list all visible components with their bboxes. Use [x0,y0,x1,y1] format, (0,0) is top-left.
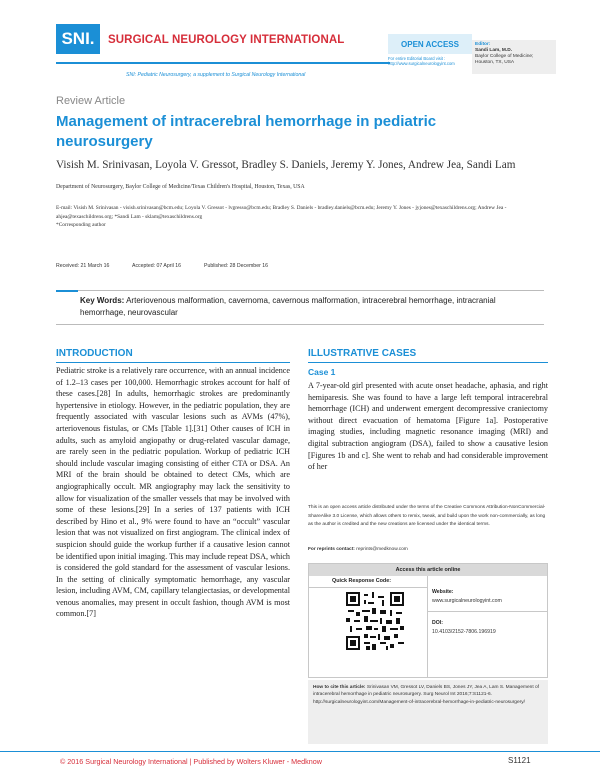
cases-heading: ILLUSTRATIVE CASES [308,348,417,359]
reprint-email[interactable]: reprints@medknow.com [356,547,408,552]
access-divider-horizontal [427,611,548,612]
keywords [80,295,540,318]
keywords-accent [56,290,78,292]
website-link[interactable]: www.surgicalneurologyint.com [432,598,502,604]
editor-institution: Baylor College of Medicine; [475,54,534,59]
keywords-rule-top [56,290,544,291]
supplement-line: SNI: Pediatric Neurosurgery, a supplement to Surgical Neurology International [126,72,306,78]
cases-rule [308,362,548,363]
open-access-badge: OPEN ACCESS [388,34,472,54]
corresponding-note: *Corresponding author [56,222,106,229]
article-title: Management of intracerebral hemorrhage in pediatric neurosurgery [56,113,437,150]
doi-value[interactable]: 10.4103/2152-7806.196919 [432,629,496,635]
editorial-board-note [388,56,455,66]
article-type: Review Article [56,95,126,107]
published-date: Published: 28 December 16 [204,263,269,269]
footer-copyright: © 2016 Surgical Neurology International | Published by Wolters Kluwer - Medknow [60,757,322,766]
qr-label: Quick Response Code: [332,578,392,584]
editor-location: Houston, TX, USA [475,60,515,65]
email-list: E-mail: Visish M. Srinivasan - visish.srinivasan@bcm.edu; Loyola V. Gressot - lvgresso@bcm.edu; Bradley S. Daniels - bradley.daniels@bcm.edu; Jeremy Y. Jones - jyjones@texaschildrens.org; Andrew Jea - ahjea@texaschildrens.org; *Sandi Lam - sklam@texaschildrens.org [56,205,507,220]
keywords-label: Key Words: [80,296,125,305]
reprint-contact [308,547,408,552]
editor-box [472,40,556,74]
citation-label: How to cite this article: [313,685,366,690]
access-divider-vertical [427,576,428,677]
footer-rule [0,751,600,752]
keywords-rule-bottom [56,324,544,325]
citation-url[interactable]: http://surgicalneurologyint.com/Management-of-intracerebral-hemorrhage-in-pediatric-neurosurgery/ [313,699,525,705]
citation-text: Srinivasan VM, Gressot LV, Daniels BS, Jones JY, Jea A, Lam S. Management of intracerebral hemorrhage in pediatric neurosurgery. Surg Neurol Int 2016;7:S1121-6. [313,685,540,698]
reprint-label: For reprints contact: [308,547,355,552]
accepted-date: Accepted: 07 April 16 [132,263,182,269]
page-number: S1121 [508,756,531,765]
editor-name: Sandi Lam, M.D. [475,48,513,53]
keywords-text: Arteriovenous malformation, cavernoma, cavernous malformation, intracerebral hemorrhage, intracranial hemorrhage, neurovascular [80,296,496,317]
introduction-text: Pediatric stroke is a relatively rare occurrence, with an annual incidence of 1.2–13 cases per 100,000. Hemorrhagic strokes account for half of these cases.[28] In adults, hemorrhagic strokes are predominantly hypertensive in etiology. However, in the pediatric population, they are frequently associated with vascular lesions such as AVMs (47%), arteriovenous fistulas, or CMs [Table 1].[31] Other causes of ICH in adults, such as amyloid angiopathy or drug-related vascular damage, are rarely seen in the pediatric population. Workup of pediatric ICH should include vascular imaging consisting of either CTA or DSA. An MRI of the brain should be obtained to detect CMs, which are angiographically occult. MR angiography may lack the sensitivity to allow for visualization of the smaller vessels that may be involved with some of these lesions.[29] In a series of 137 patients with ICH described by Hino et al., 9% were found to have an “occult” vascular lesion that was not visualized on first angiogram. The clinical index of suspicion should guide the workup further if a causative lesion cannot be identified upon initial imaging. This may include repeat DSA, which is considered the gold standard for the assessment of vascular lesions. In the setting of clinically symptomatic hemorrhage, any vascular lesion, including AVM, CM, capillary telangiectasias, or developmental venous anomalies, may present in occult fashion, though AVM is most common.[7] [56,366,290,619]
citation-box [308,680,548,744]
introduction-rule [56,362,290,363]
qr-code-image[interactable] [346,592,404,650]
editorial-board-label: For entire Editorial Board visit : [388,56,446,61]
editor-label: Editor: [475,42,491,47]
introduction-heading: INTRODUCTION [56,348,133,359]
qr-divider [309,587,427,588]
received-date: Received: 21 March 16 [56,263,110,269]
case-1-text: A 7-year-old girl presented with acute onset headache, aphasia, and right hemiparesis. She was found to have a large left temporal intracerebral hemorrhage (ICH) and underwent emergent decompressive craniectomy without direct evacuation of hematoma [Figure 1a]. Postoperative imaging studies, including magnetic resonance imaging (MRI) and digital subtraction angiogram (DSA), failed to show a causative lesion [Figures 1b and c]. She went to rehab and had considerable improvement of her [308,381,548,472]
affiliation: Department of Neurosurgery, Baylor College of Medicine/Texas Children's Hospital, Houston, Texas, USA [56,184,305,190]
journal-logo: SNI. [56,24,100,54]
access-title: Access this article online [309,564,547,576]
header-rule [56,62,390,64]
editorial-board-url[interactable]: http://www.surgicalneurologyint.com [388,61,455,66]
case-1-heading: Case 1 [308,367,336,377]
journal-name: SURGICAL NEUROLOGY INTERNATIONAL [108,34,345,46]
license-text: This is an open access article distributed under the terms of the Creative Commons Attribution-NonCommercial-ShareAlike 3.0 License, which allows others to remix, tweak, and build upon the work non-commercially, as long as the author is credited and the new creations are licensed under the identical terms. [308,505,546,527]
author-emails [56,204,536,230]
website-label: Website: [432,589,454,595]
author-list: Visish M. Srinivasan, Loyola V. Gressot, Bradley S. Daniels, Jeremy Y. Jones, Andrew Jea, Sandi Lam [56,159,516,171]
doi-label: DOI: [432,620,443,626]
